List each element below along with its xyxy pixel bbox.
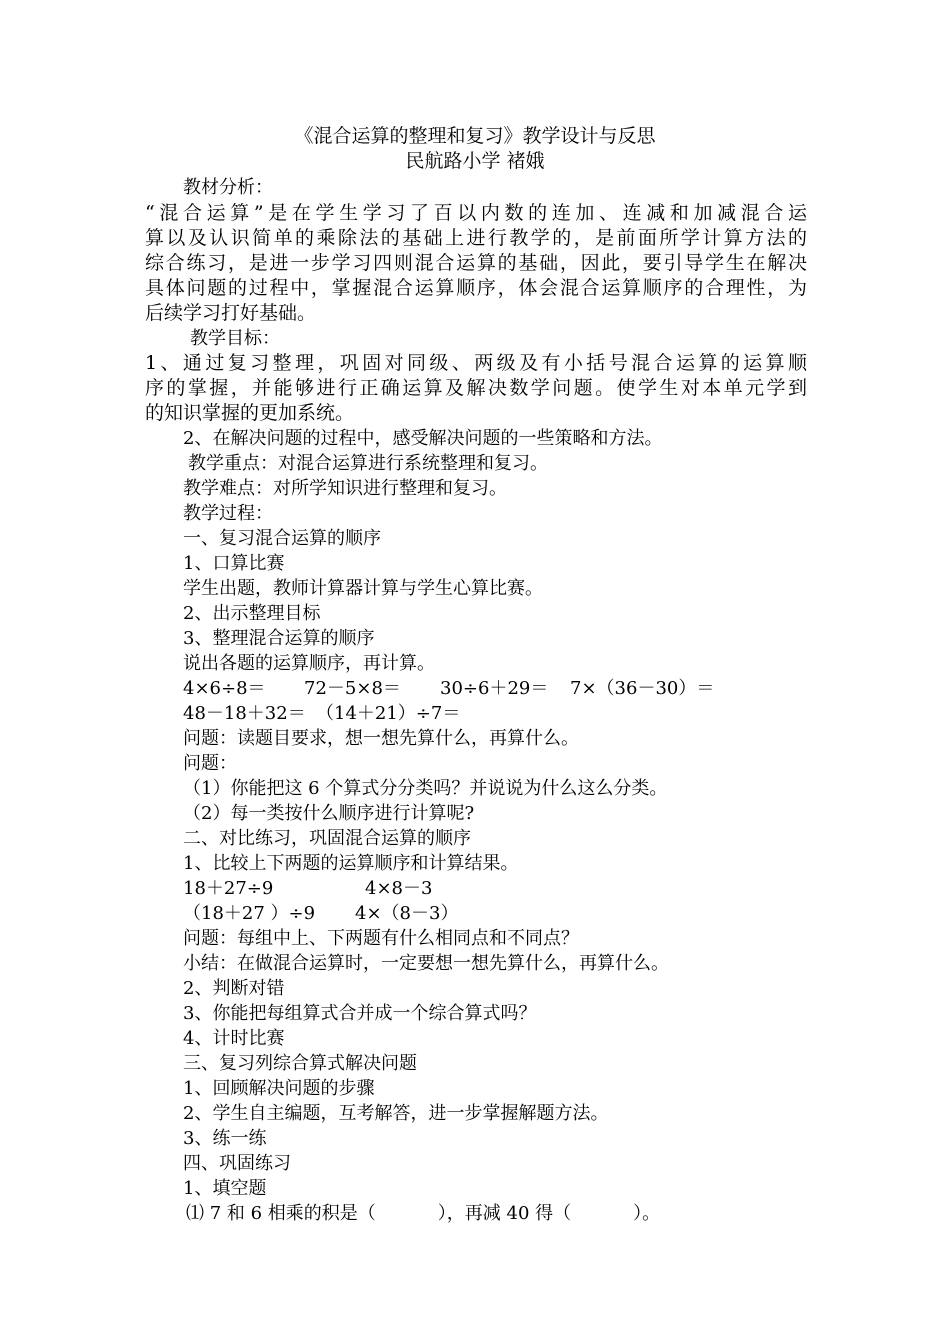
goals-heading: 教学目标： <box>190 328 280 349</box>
question-2a: （1）你能把这 6 个算式分分类吗？并说说为什么这么分类。 <box>183 778 668 799</box>
expression: （14＋21）÷7＝ <box>316 703 461 724</box>
section2-question: 问题：每组中上、下两题有什么相同点和不同点？ <box>183 928 579 949</box>
section2-title: 二、对比练习，巩固混合运算的顺序 <box>183 828 471 849</box>
difficulty: 教学难点：对所学知识进行整理和复习。 <box>183 478 507 499</box>
process-heading: 教学过程： <box>183 503 273 524</box>
section1-item-1-text: 学生出题，教师计算器计算与学生心算比赛。 <box>183 578 543 599</box>
expression: 30÷6＋29＝ <box>440 678 549 699</box>
section2-item-1: 1、比较上下两题的运算顺序和计算结果。 <box>183 853 519 874</box>
goal1-line-2: 序的掌握，并能够进行正确运算及解决数学问题。使学生对本单元学到 <box>145 377 807 399</box>
compare-expression: 4×（8－3） <box>355 903 459 924</box>
fill-blank-text: ⑴ 7 和 6 相乘的积是（ <box>186 1203 376 1224</box>
analysis-line-2: 算以及认识简单的乘除法的基础上进行教学的，是前面所学计算方法的 <box>145 227 807 249</box>
section3-item-1: 1、回顾解决问题的步骤 <box>183 1078 375 1099</box>
analysis-line-3: 综合练习，是进一步学习四则混合运算的基础，因此，要引导学生在解决 <box>145 252 807 274</box>
section3-item-3: 3、练一练 <box>183 1128 267 1149</box>
section1-item-3: 3、整理混合运算的顺序 <box>183 628 375 649</box>
fill-blank-question <box>186 1201 660 1226</box>
question-2b: （2）每一类按什么顺序进行计算呢? <box>183 803 475 824</box>
analysis-heading: 教材分析： <box>183 177 273 198</box>
section1-item-1: 1、口算比赛 <box>183 553 285 574</box>
document-title: 《混合运算的整理和复习》教学设计与反思 <box>294 125 656 147</box>
section1-title: 一、复习混合运算的顺序 <box>183 528 381 549</box>
analysis-line-5: 后续学习打好基础。 <box>145 302 317 324</box>
section3-title: 三、复习列综合算式解决问题 <box>183 1053 417 1074</box>
section2-item-3: 3、你能把每组算式合并成一个综合算式吗？ <box>183 1003 537 1024</box>
section2-summary: 小结：在做混合运算时，一定要想一想先算什么，再算什么。 <box>183 953 669 974</box>
section4-title: 四、巩固练习 <box>183 1153 291 1174</box>
document-author: 民航路小学 褚娥 <box>405 150 545 172</box>
goal1-line-1: 1、通过复习整理，巩固对同级、两级及有小括号混合运算的运算顺 <box>145 352 807 374</box>
section2-item-2: 2、判断对错 <box>183 978 285 999</box>
expression: 7×（36－30）＝ <box>570 678 715 699</box>
section1-item-3-text: 说出各题的运算顺序，再计算。 <box>183 653 435 674</box>
compare-expression: （18＋27 ）÷9 <box>183 903 316 924</box>
question-1: 问题：读题目要求，想一想先算什么，再算什么。 <box>183 728 579 749</box>
goal1-line-3: 的知识掌握的更加系统。 <box>145 402 355 424</box>
section2-item-4: 4、计时比赛 <box>183 1028 285 1049</box>
analysis-line-4: 具体问题的过程中，掌握混合运算顺序，体会混合运算顺序的合理性，为 <box>145 277 807 299</box>
fill-blank-text: ），再减 40 得（ <box>437 1203 572 1224</box>
section4-item-1: 1、填空题 <box>183 1178 267 1199</box>
compare-expression: 18＋27÷9 <box>183 878 274 899</box>
goal2: 2、在解决问题的过程中，感受解决问题的一些策略和方法。 <box>183 428 663 449</box>
section3-item-2: 2、学生自主编题，互考解答，进一步掌握解题方法。 <box>183 1103 609 1124</box>
fill-blank-text: ）。 <box>633 1203 661 1224</box>
analysis-line-1: “混合运算”是在学生学习了百以内数的连加、连减和加减混合运 <box>145 202 807 224</box>
expression: 4×6÷8＝ <box>183 678 266 699</box>
key-point: 教学重点：对混合运算进行系统整理和复习。 <box>188 453 548 474</box>
expression: 48－18＋32＝ <box>183 703 306 724</box>
question-2: 问题： <box>183 753 237 774</box>
expression: 72－5×8＝ <box>304 678 401 699</box>
compare-expression: 4×8－3 <box>365 878 433 899</box>
section1-item-2: 2、出示整理目标 <box>183 603 321 624</box>
